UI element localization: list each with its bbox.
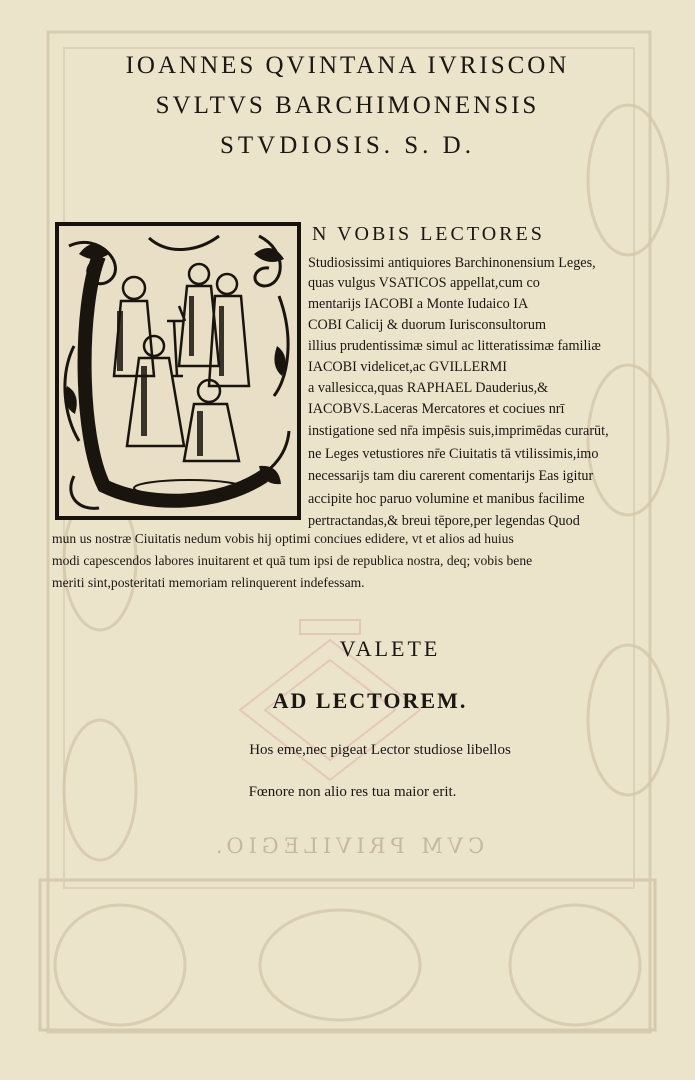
- show-through-text: CVM PRIVILEGIO.: [210, 834, 485, 858]
- verse-line-2: Fœnore non alio res tua maior erit.: [248, 784, 457, 800]
- body-line-1: Studiosissimi antiquiores Barchinonensium Leges,: [308, 255, 596, 271]
- body-line-3: mentarijs IACOBI a Monte Iudaico IA: [308, 296, 529, 312]
- ad-lectorem-heading: AD LECTOREM.: [272, 688, 468, 713]
- body-line-14: mun us nostræ Ciuitatis nedum vobis hij optimi conciues edidere, vt et alios ad huius: [52, 531, 514, 546]
- body-line-5: illius prudentissimæ simul ac litteratissimæ familiæ: [308, 338, 601, 354]
- body-line-13: pertractandas,& breui tēpore,per legendas Quod: [308, 513, 580, 529]
- valete: VALETE: [339, 636, 441, 661]
- body-line-8: IACOBVS.Laceras Mercatores et cociues nrī: [308, 401, 565, 417]
- body-line-2: quas vulgus VSATICOS appellat,cum co: [308, 275, 540, 291]
- opening-line: N VOBIS LECTORES: [312, 223, 545, 245]
- heading-line-3: STVDIOSIS. S. D.: [219, 132, 475, 159]
- body-line-7: a vallesicca,quas RAPHAEL Dauderius,&: [308, 380, 549, 396]
- heading-line-2: SVLTVS BARCHIMONENSIS: [155, 92, 540, 119]
- body-line-12: accipite hoc paruo volumine et manibus facilime: [308, 491, 585, 507]
- heading-line-1: IOANNES QVINTANA IVRISCON: [125, 52, 570, 79]
- woodcut-illustration: [59, 226, 297, 516]
- body-line-9: instigatione sed nr̄a impēsis suis,imprimēdas curarūt,: [308, 423, 609, 439]
- body-line-11: necessarijs tam diu carerent comentarijs Eas igitur: [308, 468, 594, 484]
- verse-line-1: Hos eme,nec pigeat Lector studiose libellos: [249, 742, 511, 758]
- body-line-15: modi capescendos labores inuitarent et quā tum ipsi de republica nostra, deq; vobis bene: [52, 553, 533, 568]
- decorated-initial-woodcut: [55, 222, 301, 520]
- body-line-10: ne Leges vetustiores nr̄e Ciuitatis tā vtilissimis,imo: [308, 446, 599, 462]
- body-line-16: meriti sint,posteritati memoriam relinquerent indefessam.: [52, 575, 365, 590]
- body-line-4: COBI Calicij & duorum Iurisconsultorum: [308, 317, 547, 333]
- body-line-6: IACOBI videlicet,ac GVILLERMI: [308, 359, 507, 375]
